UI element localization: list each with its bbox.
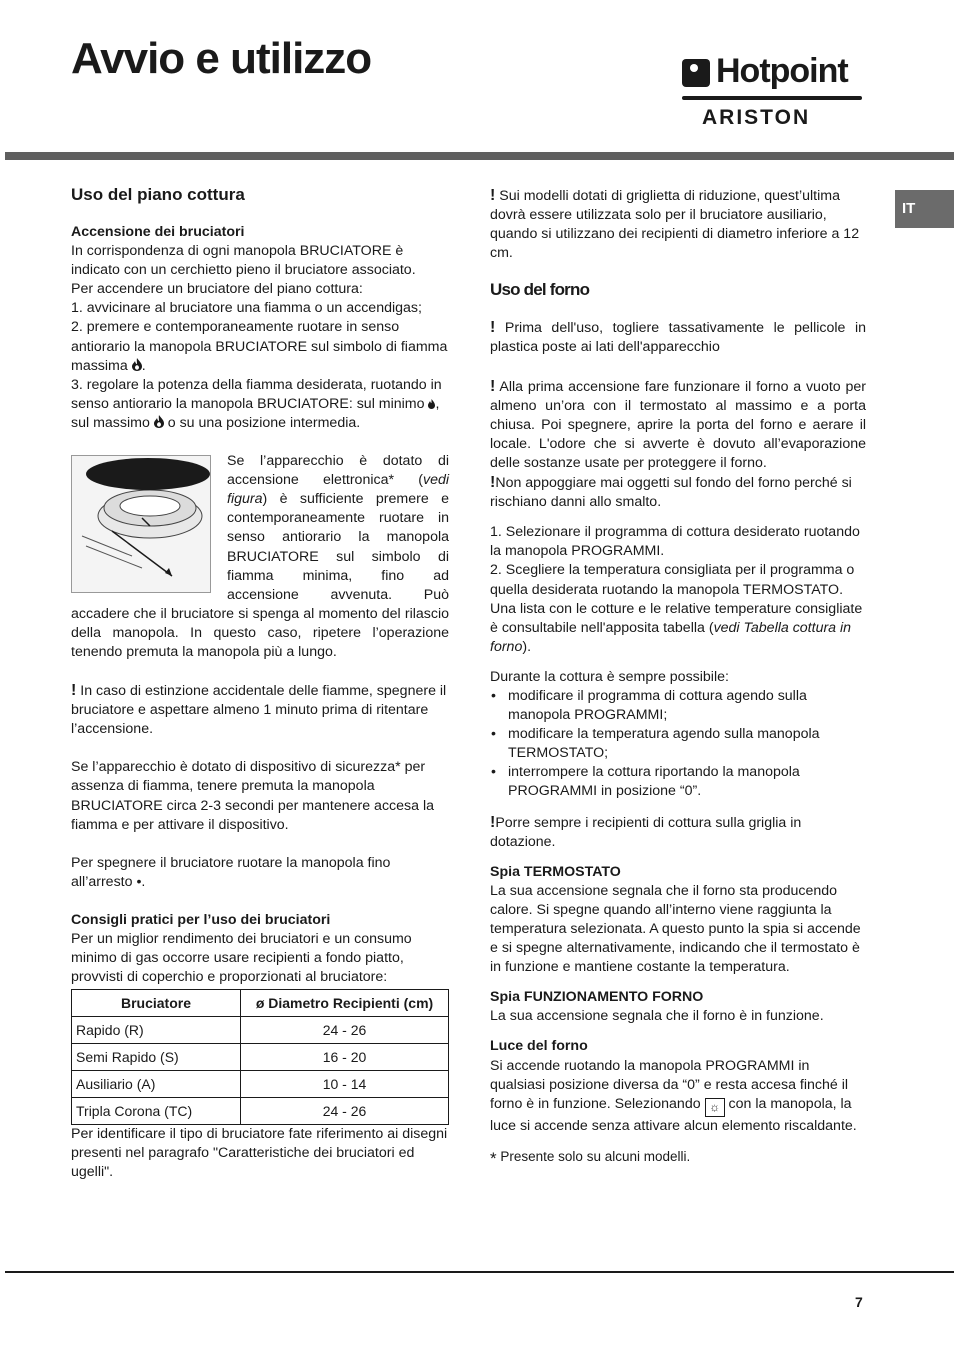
electronic-ignition-text: Se l’apparecchio è dotato di accensione elettronica* (vedi figura) è sufficiente premere e contemporaneamente ruotare in senso antiorario la manopola BRUCIATORE sul simbolo di fiamma minima, fino ad accensione avvenuta. Può accadere che il bruciatore si spenga al momento del rilascio della manopola. In questo caso, ripetere l’operazione tenendo premuta la manopola più a lungo.: [71, 453, 449, 660]
ignition-text-2: Per accendere un bruciatore del piano cottura:: [71, 281, 363, 298]
burner-drawing-icon: [72, 456, 210, 592]
thermostat-light-text: La sua accensione segnala che il forno sta producendo calore. Si spegne quando all’interno viene raggiunta la temperatura selezionata. A questo punto la spia si accende e si spegne alternativamente, indicando che il termostato è in funzione e mantiene costante la temperatura.: [490, 882, 861, 976]
table-row: [72, 1044, 449, 1071]
table-cell: 24 - 26: [241, 1017, 449, 1044]
oven-lamp-icon: ☼: [705, 1098, 725, 1117]
table-cell: 24 - 26: [241, 1098, 449, 1125]
electronic-ignition-block: [71, 452, 449, 662]
logo-brand: Hotpoint: [716, 52, 848, 90]
table-cell: Rapido (R): [72, 1017, 241, 1044]
page-title: Avvio e utilizzo: [71, 34, 372, 83]
footnote: * Presente solo su alcuni modelli.: [490, 1148, 691, 1168]
oven-warning-4: !Porre sempre i recipienti di cottura sulla griglia in dotazione.: [490, 813, 802, 850]
oven-warning-1: ! Prima dell'uso, togliere tassativamente le pellicole in plastica poste ai lati dell'apparecchio: [490, 319, 866, 356]
oven-warning-2: ! Alla prima accensione fare funzionare il forno a vuoto per almeno un’ora con il termostato al massimo e a porta chiusa. Poi spegnere, aprire la porta del forno e aerare il locale. L'odore che si avverte è dovuto all’evaporazione delle sostanze usate per proteggere il forno.: [490, 377, 866, 471]
table-row: [72, 1098, 449, 1125]
page-number: 7: [855, 1294, 863, 1310]
table-cell: Ausiliario (A): [72, 1071, 241, 1098]
ignition-text-1: In corrispondenza di ogni manopola BRUCIATORE è indicato con un cerchietto pieno il bruciatore associato.: [71, 243, 416, 279]
hotpoint-ariston-logo: [682, 52, 864, 130]
ignition-step-3: 3. regolare la potenza della fiamma desiderata, ruotando in senso antiorario la manopola BRUCIATORE: sul minimo , sul massimo o su una posizione intermedia.: [71, 376, 442, 431]
table-row: [72, 1017, 449, 1044]
table-cell: Tripla Corona (TC): [72, 1098, 241, 1125]
table-cell: Semi Rapido (S): [72, 1044, 241, 1071]
safety-device-text: Se l’apparecchio è dotato di dispositivo di sicurezza* per assenza di fiamma, tenere premuta la manopola BRUCIATORE circa 2-3 secondi per mantenere accesa la fiamma e per attivare il dispositivo.: [71, 759, 434, 833]
list-item: • interrompere la cottura riportando la manopola PROGRAMMI in posizione “0”.: [490, 763, 866, 801]
table-header: ø Diametro Recipienti (cm): [241, 990, 449, 1017]
turn-off-text: Per spegnere il bruciatore ruotare la manopola fino all’arresto •.: [71, 854, 391, 890]
right-column: [490, 186, 866, 1168]
logo-sub: ARISTON: [702, 106, 811, 129]
logo-mark-icon: [682, 59, 710, 87]
oven-running-light-heading: Spia FUNZIONAMENTO FORNO: [490, 989, 704, 1006]
oven-step-1: 1. Selezionare il programma di cottura desiderato ruotando la manopola PROGRAMMI.: [490, 524, 860, 560]
warning-extinction: ! In caso di estinzione accidentale delle fiamme, spegnere il bruciatore e aspettare almeno 1 minuto prima di ritentare l’accensione.: [71, 682, 447, 738]
list-item: • modificare il programma di cottura agendo sulla manopola PROGRAMMI;: [490, 687, 866, 725]
thermostat-light-heading: Spia TERMOSTATO: [490, 863, 621, 880]
table-header: Bruciatore: [72, 990, 241, 1017]
tips-heading: Consigli pratici per l’uso dei bruciatori: [71, 911, 331, 928]
during-cooking-list: [490, 687, 866, 802]
footer-divider: [5, 1271, 954, 1273]
oven-warning-3: !Non appoggiare mai oggetti sul fondo del forno perché si rischiano danni allo smalto.: [490, 474, 852, 511]
ignition-step-2: 2. premere e contemporaneamente ruotare in senso antiorario la manopola BRUCIATORE sul simbolo di fiamma massima .: [71, 319, 448, 374]
burner-ignition-illustration: [71, 455, 211, 593]
table-header-row: [72, 990, 449, 1017]
table-cell: 16 - 20: [241, 1044, 449, 1071]
flame-max-icon: [154, 415, 164, 428]
header-divider: [5, 152, 954, 160]
identify-burner-text: Per identificare il tipo di bruciatore fate riferimento ai disegni presenti nel paragrafo "Caratteristiche dei bruciatori ed ugelli".: [71, 1126, 448, 1181]
oven-light-heading: Luce del forno: [490, 1038, 588, 1055]
tips-text: Per un miglior rendimento dei bruciatori e un consumo minimo di gas occorre usare recipienti a fondo piatto, provvisti di coperchio e proporzionati al bruciatore:: [71, 931, 412, 986]
oven-light-text: Si accende ruotando la manopola PROGRAMMI in qualsiasi posizione diversa da “0” e resta accesa finché il forno è in funzione. Selezionando ☼ con la manopola, la luce si accende senza attivare alcun elemento riscaldante.: [490, 1057, 857, 1134]
flame-max-icon: [132, 358, 142, 371]
oven-step-2: 2. Scegliere la temperatura consigliata per il programma o quella desiderata ruotando la manopola TERMOSTATO.: [490, 562, 855, 598]
burner-table: [71, 989, 449, 1125]
ignition-heading: Accensione dei bruciatori: [71, 224, 245, 240]
grid-warning: ! Sui modelli dotati di griglietta di riduzione, quest’ultima dovrà essere utilizzata solo per il bruciatore ausiliario, quando si utilizzano dei recipienti di diametro inferiore a 12 cm.: [490, 187, 860, 262]
table-cell: 10 - 14: [241, 1071, 449, 1098]
language-tab: IT: [895, 190, 954, 228]
list-item: • modificare la temperatura agendo sulla manopola TERMOSTATO;: [490, 725, 866, 763]
table-row: [72, 1071, 449, 1098]
section-title-hob: Uso del piano cottura: [71, 185, 245, 204]
during-cooking-text: Durante la cottura è sempre possibile:: [490, 668, 729, 685]
section-title-oven: Uso del forno: [490, 280, 590, 300]
logo-rule: [682, 96, 862, 100]
cooking-table-reference: Una lista con le cotture e le relative temperature consigliate è consultabile nell'apposita tabella (vedi Tabella cottura in forno).: [490, 600, 863, 655]
oven-running-light-text: La sua accensione segnala che il forno è in funzione.: [490, 1008, 824, 1025]
left-column: [71, 184, 449, 1183]
ignition-text-3: 1. avvicinare al bruciatore una fiamma o un accendigas;: [71, 300, 422, 317]
